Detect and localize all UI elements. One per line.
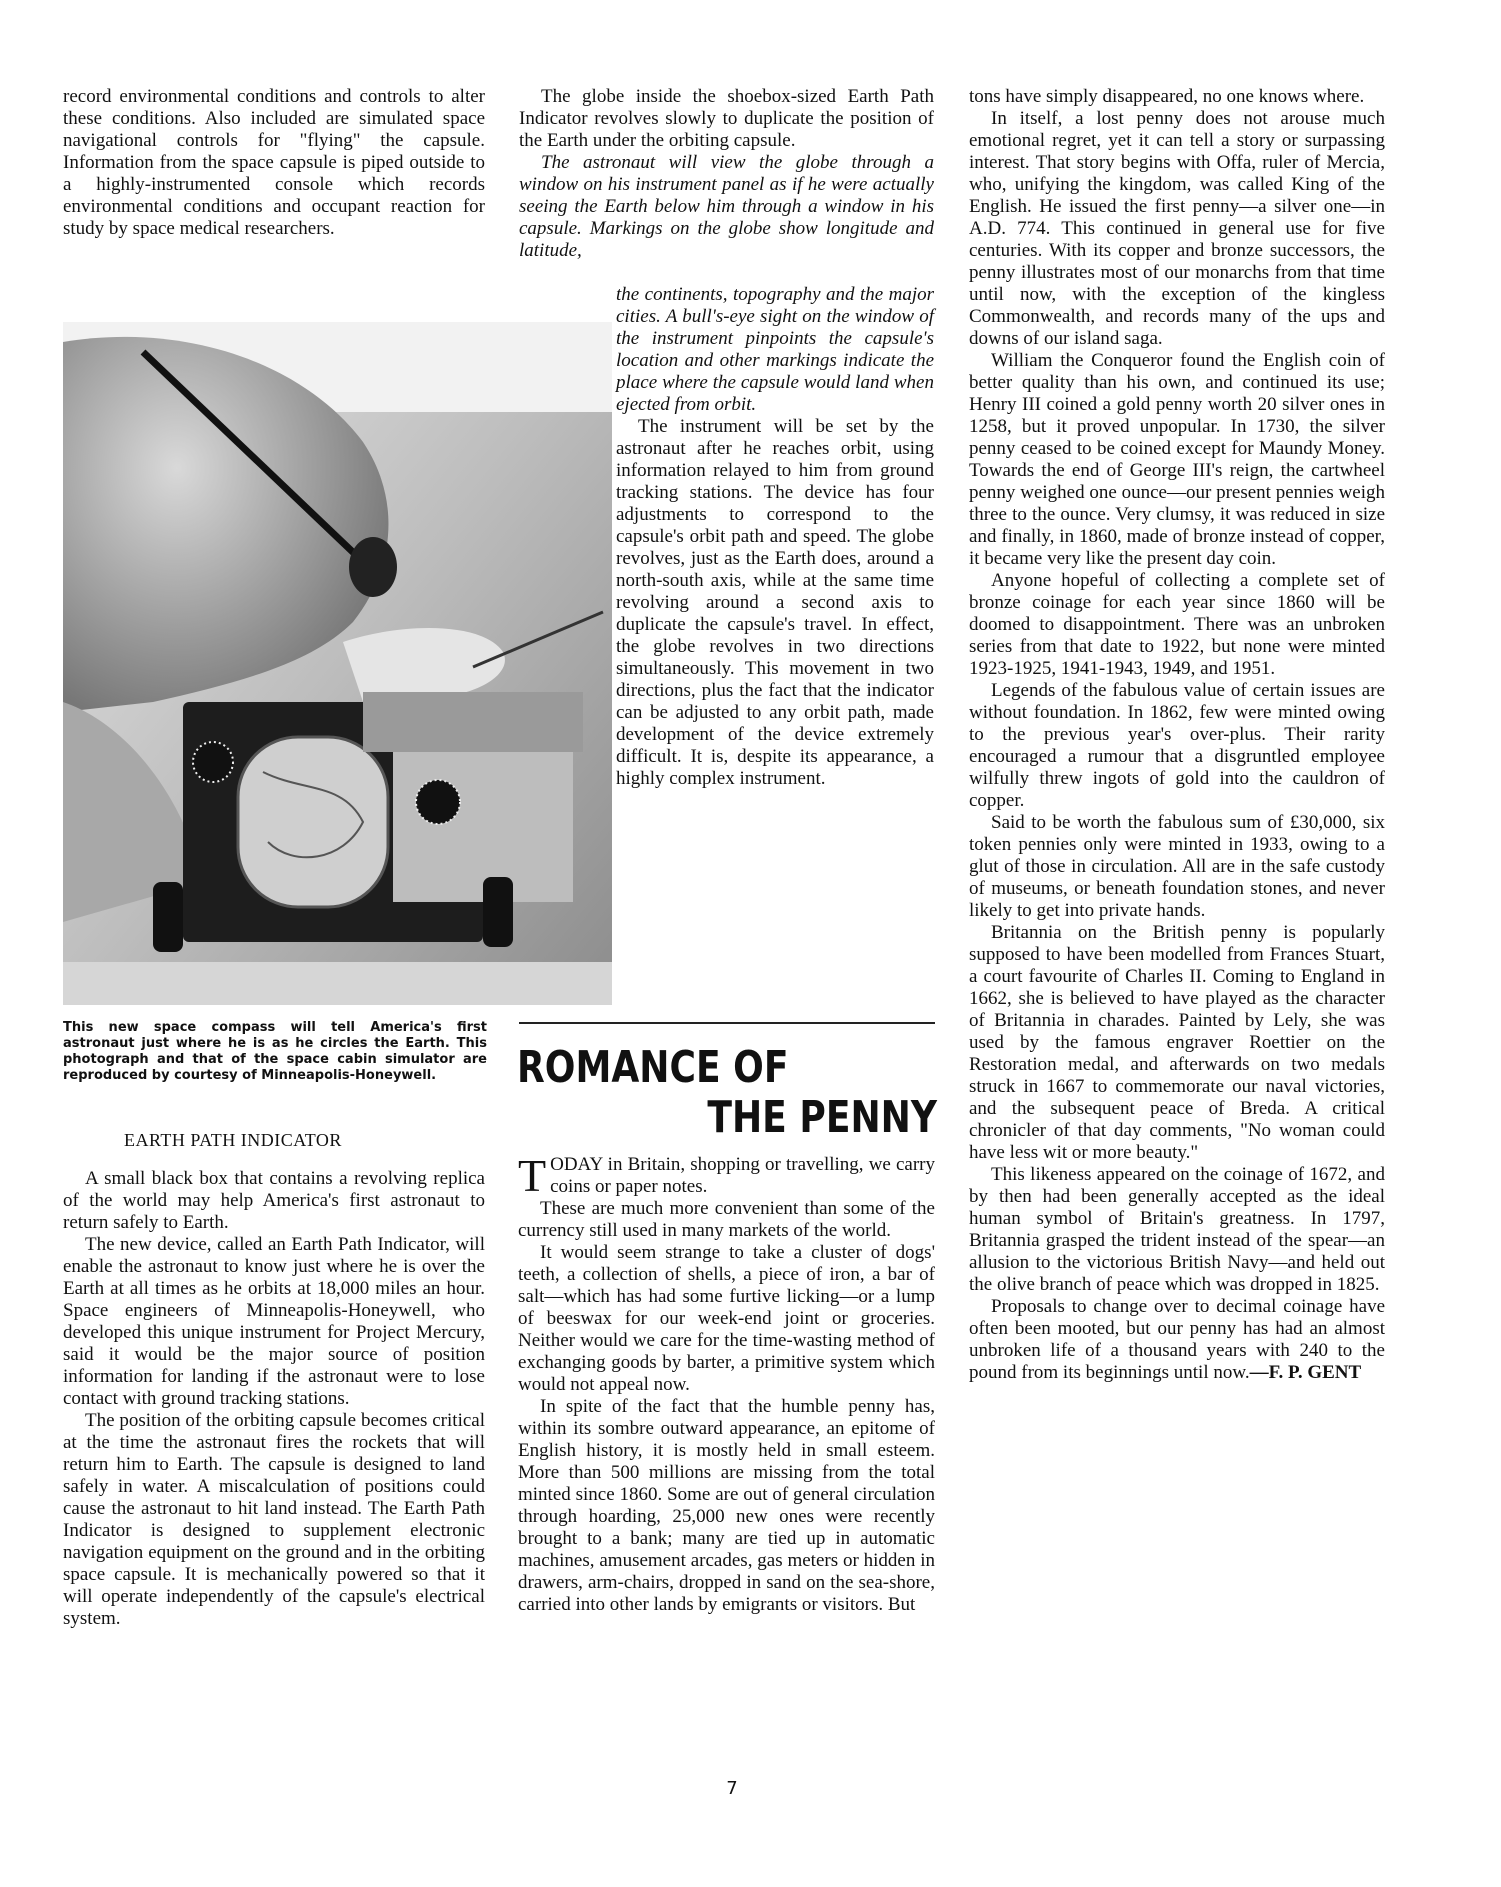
body-paragraph: Said to be worth the fabulous sum of £30,000, six token pennies only were minted in 1933, owing to a glut of those in circulation. All are in the safe custody of museums, or beneath foundation stones, and never likely to get into private hands.: [969, 812, 1385, 921]
body-paragraph: Legends of the fabulous value of certain issues are without foundation. In 1862, few were minted owing to the previous year's over-plus. Their rarity encouraged a rumour that a disgruntled employee wilfully threw ingots of gold into the cauldron of copper.: [969, 680, 1385, 811]
headline-line-2: THE PENNY: [707, 1092, 937, 1143]
body-paragraph: The globe inside the shoebox-sized Earth Path Indicator revolves slowly to duplicate the position of the Earth under the orbiting capsule.: [519, 86, 934, 151]
body-paragraph: The instrument will be set by the astronaut after he reaches orbit, using information relayed to him from ground tracking stations. The device has four adjustments to correspond to the capsule's orbit path and speed. The globe revolves, just as the Earth does, around a north-south axis, while at the same time revolving around a second axis to duplicate the capsule's travel. In effect, the globe revolves in two directions simultaneously. This movement in two directions, plus the fact that the indicator can be adjusted to any orbit path, made development of the device extremely difficult. It is, despite its appearance, a highly complex instrument.: [616, 416, 934, 789]
body-paragraph: In itself, a lost penny does not arouse much emotional regret, yet it can tell a story or surpassing interest. That story begins with Offa, ruler of Mercia, who, unifying the kingdom, was called King of the English. He issued the first penny—a silver one—in A.D. 774. This continued in general use for five centuries. With its copper and bronze successors, the penny illustrates most of our monarchs from that time until now, with the exception of the kingless Commonwealth, and records many of the ups and downs of our island saga.: [969, 108, 1385, 349]
body-paragraph: tons have simply disappeared, no one knows where.: [969, 86, 1365, 107]
author-byline: —F. P. GENT: [1249, 1362, 1362, 1383]
body-paragraph: A small black box that contains a revolving replica of the world may help America's first astronaut to return safely to Earth.: [63, 1168, 485, 1233]
photo-illustration: [63, 322, 612, 1005]
section-subheading: EARTH PATH INDICATOR: [124, 1130, 342, 1150]
final-paragraph-text: Proposals to change over to decimal coinage have often been mooted, but our penny has had an almost unbroken life of a thousand years with 240 to the pound from its beginnings until now.: [969, 1296, 1385, 1383]
italic-paragraph: The astronaut will view the globe through a window on his instrument panel as if he were actually seeing the Earth below him through a window in his capsule. Markings on the globe show longitude and latitude,: [519, 152, 934, 261]
photo-caption: This new space compass will tell America's first astronaut just where he is as he circles the Earth. This photograph and that of the space cabin simulator are reproduced by courtesy of Minneapolis-Honeywell.: [63, 1020, 487, 1083]
body-paragraph: Anyone hopeful of collecting a complete set of bronze coinage for each year since 1860 will be doomed to disappointment. There was an unbroken series from that date to 1922, but none were minted 1923-1925, 1941-1943, 1949, and 1951.: [969, 570, 1385, 679]
middle-column-narrow: [616, 284, 934, 790]
italic-paragraph-continued: the continents, topography and the major cities. A bull's-eye sight on the window of the instrument pinpoints the capsule's location and other markings indicate the place where the capsule would land when ejected from orbit.: [616, 284, 934, 415]
final-paragraph: [969, 1296, 1385, 1384]
left-column-intro: [63, 86, 485, 240]
body-paragraph: These are much more convenient than some of the currency still used in many markets of the world.: [518, 1198, 935, 1241]
body-paragraph: The position of the orbiting capsule becomes critical at the time the astronaut fires the rockets that will return him to Earth. The capsule is designed to land safely in water. A miscalculation of positions could cause the astronaut to hit land instead. The Earth Path Indicator is designed to supplement electronic navigation equipment on the ground and in the orbiting space capsule. It is mechanically powered so that it will operate independently of the capsule's electrical system.: [63, 1410, 485, 1629]
headline-line-1: ROMANCE OF: [517, 1042, 789, 1093]
body-paragraph: It would seem strange to take a cluster of dogs' teeth, a collection of shells, a piece of iron, a bar of salt—which has had some furtive licking—or a lump of beeswax for our week-end joint or groceries. Neither would we care for the time-wasting method of exchanging goods by barter, a primitive system which would not appeal now.: [518, 1242, 935, 1395]
earth-path-indicator-photo: [63, 322, 612, 1005]
body-paragraph: In spite of the fact that the humble penny has, within its sombre outward appearance, an epitome of English history, it is mostly held in small esteem. More than 500 millions are missing from the total minted since 1860. Some are out of general circulation through hoarding, 25,000 new ones were recently brought to a bank; many are tied up in automatic machines, amusement arcades, gas meters or hidden in drawers, arm-chairs, dropped in sand on the sea-shore, carried into other lands by emigrants or visitors. But: [518, 1396, 935, 1615]
drop-cap: T: [518, 1150, 547, 1201]
middle-column-article: [518, 1150, 935, 1616]
intro-paragraph: record environmental conditions and controls to alter these conditions. Also included are simulated space navigational controls for "flying" the capsule. Information from the space capsule is piped outside to a highly-instrumented console which records environmental conditions and occupant reaction for study by space medical researchers.: [63, 86, 485, 239]
body-paragraph: William the Conqueror found the English coin of better quality than his own, and continued its use; Henry III coined a gold penny worth 20 silver ones in 1258, but it proved unpopular. In 1730, the silver penny ceased to be coined except for Maundy Money. Towards the end of George III's reign, the cartwheel penny weighed one ounce—our present pennies weigh three to the ounce. Very clumsy, it was reduced in size and finally, in 1860, made of bronze instead of copper, it became very like the present day coin.: [969, 350, 1385, 569]
body-paragraph: This likeness appeared on the coinage of 1672, and by then had been generally accepted as the ideal human symbol of Britain's greatness. In 1797, Britannia grasped the trident instead of the spear—an allusion to the victorious British Navy—and held out the olive branch of peace which was dropped in 1825.: [969, 1164, 1385, 1295]
lead-text: ODAY in Britain, shopping or travelling, we carry coins or paper notes.: [550, 1154, 935, 1197]
lead-paragraph: [518, 1150, 935, 1201]
right-column: [969, 86, 1385, 1384]
left-column-body: [63, 1168, 485, 1630]
body-paragraph: The new device, called an Earth Path Indicator, will enable the astronaut to know just where he is over the Earth at all times as he orbits at 18,000 miles an hour. Space engineers of Minneapolis-Honeywell, who developed this unique instrument for Project Mercury, said it would be the major source of position information for landing if the astronaut were to lose contact with ground tracking stations.: [63, 1234, 485, 1409]
divider-rule: [519, 1022, 935, 1024]
body-paragraph: Britannia on the British penny is popularly supposed to have been modelled from Frances Stuart, a court favourite of Charles II. Coming to England in 1662, she is believed to have played as the character of Britannia in charades. Painted by Lely, she was used by the famous engraver Roettier on the Restoration medal, and afterwards on two medals struck in 1667 to commemorate our naval victories, and the subsequent peace of Breda. A critical chronicler of that day comments, "No woman could have less wit or more beauty.": [969, 922, 1385, 1163]
page-number: 7: [726, 1778, 738, 1799]
middle-column-top: [519, 86, 934, 262]
